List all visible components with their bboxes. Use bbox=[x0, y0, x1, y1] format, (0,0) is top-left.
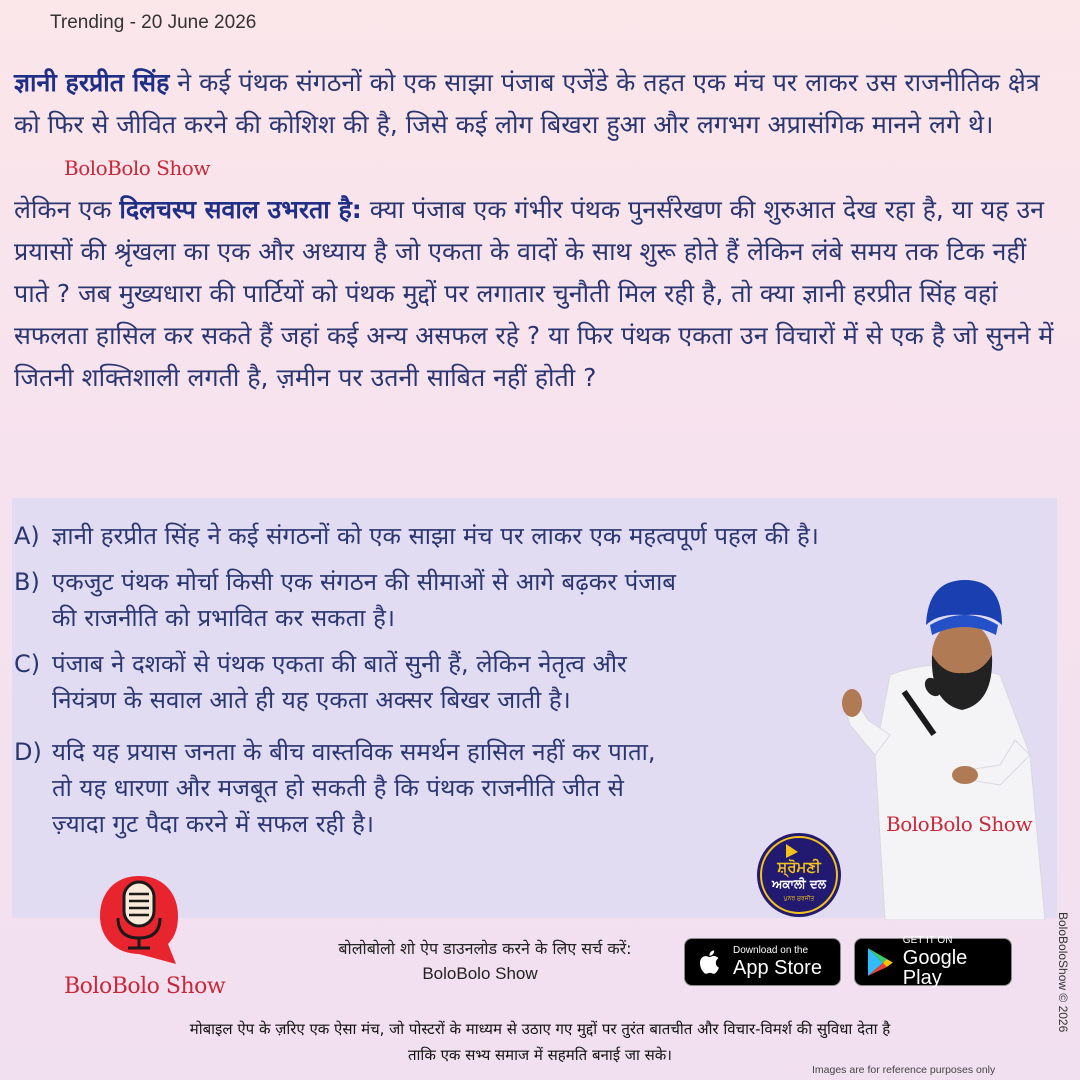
google-play-big: Google Play bbox=[902, 947, 968, 989]
option-text: यदि यह प्रयास जनता के बीच वास्तविक समर्थन हासिल नहीं कर पाता, bbox=[52, 738, 656, 766]
option-letter: A) bbox=[14, 522, 40, 550]
option-text: पंजाब ने दशकों से पंथक एकता की बातें सुनी हैं, लेकिन नेतृत्व और bbox=[52, 650, 627, 678]
brand-name: BoloBolo Show bbox=[64, 974, 226, 999]
option-b bbox=[14, 564, 676, 636]
option-text: ज्ञानी हरप्रीत सिंह ने कई संगठनों को एक साझा मंच पर लाकर एक महत्वपूर्ण पहल की है। bbox=[52, 522, 819, 550]
footer-line-2: ताकि एक सभ्य समाज में सहमति बनाई जा सके। bbox=[408, 1046, 672, 1064]
intro-paragraph-2: क्या पंजाब एक गंभीर पंथक पुनर्संरेखण की शुरुआत देख रहा है, या यह उन प्रयासों की श्रृंखला का एक और अध्याय है जो एकता के वादों के साथ शुरू होते हैं लेकिन लंबे समय तक टिक नहीं पाते ? जब मुख्यधारा की पार्टियों को पंथक मुद्दों पर लगातार चुनौती मिल रही है, तो क्या ज्ञानी हरप्रीत सिंह वहां सफलता हासिल कर सकते हैं जहां कई अन्य असफल रहे ? या फिर पंथक एकता उन विचारों में से एक है जो सुनने में जितनी शक्तिशाली लगती है, ज़मीन पर उतनी साबित नहीं होती ? bbox=[14, 195, 1054, 392]
option-letter: B) bbox=[14, 568, 40, 596]
footer-line-1: मोबाइल ऐप के ज़रिए एक ऐसा मंच, जो पोस्टरों के माध्यम से उठाए गए मुद्दों पर तुरंत बातचीत और विचार-विमर्श की सुविधा देता है bbox=[189, 1020, 891, 1038]
option-d bbox=[14, 734, 655, 842]
sad-logo-line1: ਸ਼੍ਰੋਮਣੀ bbox=[777, 858, 821, 876]
copyright-text: BoloBoloShow © 2026 bbox=[1056, 912, 1070, 1033]
intro-subject-bold: ज्ञानी हरप्रीत सिंह bbox=[14, 68, 170, 97]
intro-paragraph-2-pre: लेकिन एक bbox=[14, 195, 120, 224]
search-term: BoloBolo Show bbox=[422, 964, 538, 983]
option-text-cont: ज़्यादा गुट पैदा करने में सफल रही है। bbox=[52, 810, 374, 838]
footer-text bbox=[30, 1016, 1050, 1068]
sad-party-logo bbox=[756, 832, 842, 918]
option-text: एकजुट पंथक मोर्चा किसी एक संगठन की सीमाओं से आगे बढ़कर पंजाब bbox=[52, 568, 677, 596]
intro-question-bold: दिलचस्प सवाल उभरता है: bbox=[119, 195, 362, 224]
app-store-big: App Store bbox=[733, 957, 822, 979]
app-store-button[interactable] bbox=[684, 938, 841, 986]
option-a bbox=[14, 518, 819, 554]
apple-icon bbox=[697, 947, 725, 977]
search-instruction: बोलोबोलो शो ऐप डाउनलोड करने के लिए सर्च करें: bbox=[338, 939, 632, 958]
intro-text bbox=[14, 62, 1054, 399]
inline-watermark: BoloBolo Show bbox=[64, 156, 210, 180]
trending-date: Trending - 20 June 2026 bbox=[50, 12, 257, 33]
sad-logo-line2: ਅਕਾਲੀ ਦਲ bbox=[772, 877, 826, 891]
disclaimer: Images are for reference purposes only bbox=[812, 1064, 996, 1076]
option-c bbox=[14, 646, 627, 718]
option-letter: C) bbox=[14, 650, 41, 678]
google-play-button[interactable] bbox=[854, 935, 1012, 989]
google-play-small: GET IT ON bbox=[902, 935, 953, 946]
option-letter: D) bbox=[14, 738, 42, 766]
option-text-cont: की राजनीति को प्रभावित कर सकता है। bbox=[52, 604, 395, 632]
app-store-small: Download on the bbox=[733, 945, 809, 956]
option-text-cont: तो यह धारणा और मजबूत हो सकती है कि पंथक राजनीति जीत से bbox=[52, 774, 624, 802]
microphone-icon bbox=[96, 868, 182, 968]
intro-paragraph-1: ने कई पंथक संगठनों को एक साझा पंजाब एजेंडे के तहत एक मंच पर लाकर उस राजनीतिक क्षेत्र को फिर से जीवित करने की कोशिश की है, जिसे कई लोग बिखरा हुआ और लगभग अप्रासंगिक मानने लगे थे। bbox=[14, 68, 1040, 139]
google-play-icon bbox=[865, 946, 895, 978]
option-text-cont: नियंत्रण के सवाल आते ही यह एकता अक्सर बिखर जाती है। bbox=[52, 686, 571, 714]
sad-logo-line3: ਪੁਨਰ ਸੁਰਜੀਤ bbox=[783, 895, 815, 902]
speaker-figure bbox=[830, 575, 1070, 920]
copyright-vertical bbox=[1056, 912, 1070, 1062]
person-watermark: BoloBolo Show bbox=[886, 812, 1032, 836]
